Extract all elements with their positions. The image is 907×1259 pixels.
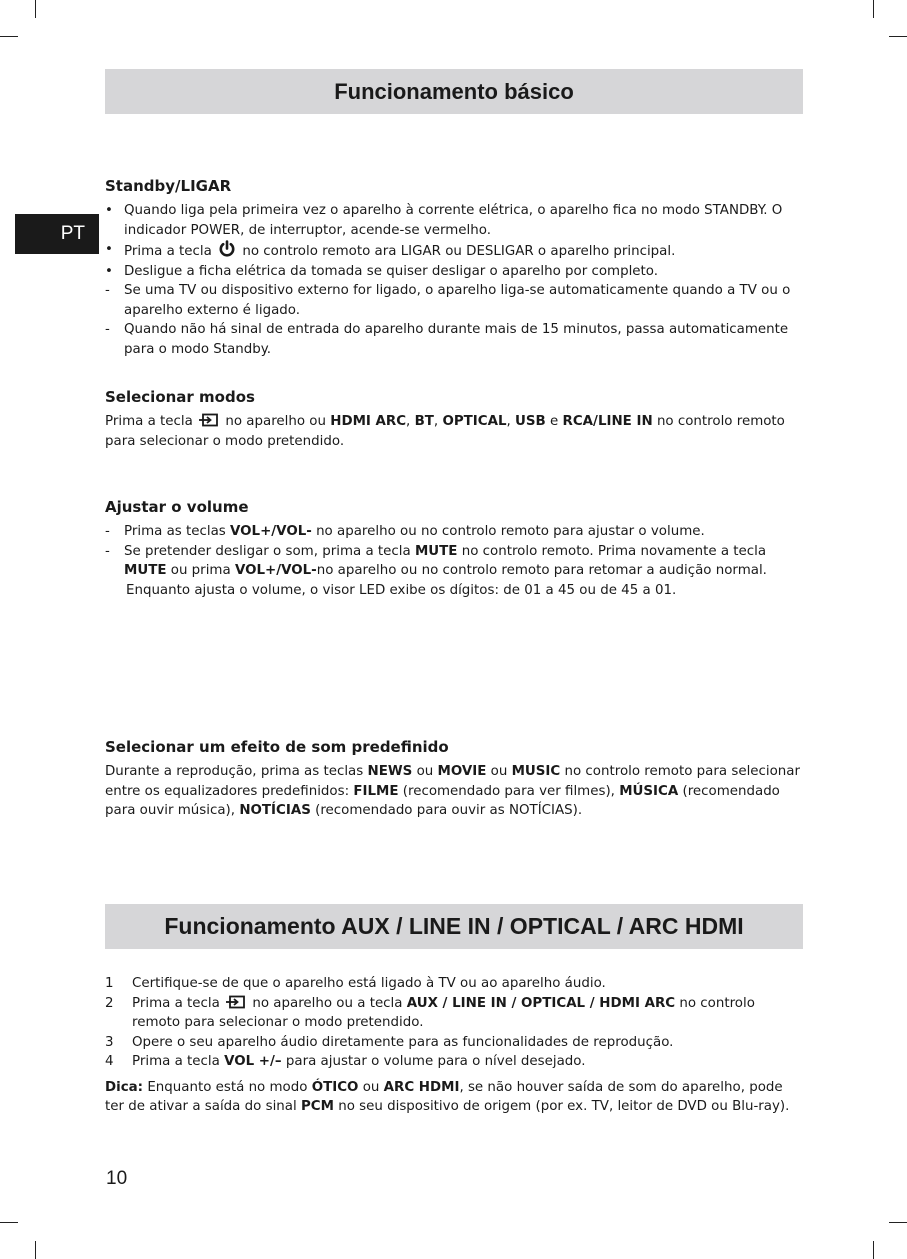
standby-section [105,176,805,359]
input-source-icon [199,413,219,428]
sound-section [105,737,805,821]
sound-paragraph: Durante a reprodução, prima as teclas NEWS ou MOVIE ou MUSIC no controlo remoto para selecionar entre os equalizadores predefinidos: FILME (recomendado para ver filmes), MÚSICA (recomendado para ouvir música), NOTÍCIAS (recomendado para ouvir as NOTÍCIAS). [105,764,801,818]
list-item: • Quando liga pela primeira vez o aparelho à corrente elétrica, o aparelho fica no modo STANDBY. O indicador POWER, de interruptor, acende-se vermelho. [105,203,783,238]
crop-mark [889,36,907,37]
input-source-icon [226,995,246,1010]
aux-section-title-text: Funcionamento AUX / LINE IN / OPTICAL / ARC HDMI [164,913,744,939]
crop-mark [873,1241,874,1259]
page-title [105,69,803,114]
crop-mark [889,1222,907,1223]
section-heading: Selecionar modos [105,388,255,406]
list-item: • Desligue a ficha elétrica da tomada se quiser desligar o aparelho por completo. [105,263,658,279]
modes-paragraph: Prima a tecla no aparelho ou HDMI ARC, BT, OPTICAL, USB e RCA/LINE IN no controlo remoto para selecionar o modo pretendido. [105,414,785,449]
step-item: 3 Opere o seu aparelho áudio diretamente para as funcionalidades de reprodução. [105,1034,674,1050]
crop-mark [0,36,18,37]
list-item: • Prima a tecla no controlo remoto ara LIGAR ou DESLIGAR o aparelho principal. [105,242,676,259]
step-item: 2 Prima a tecla no aparelho ou a tecla AUX / LINE IN / OPTICAL / HDMI ARC no controlo remoto para selecionar o modo pretendido. [105,995,755,1030]
volume-section [105,497,805,600]
list-item: - Quando não há sinal de entrada do aparelho durante mais de 15 minutos, passa automaticamente para o modo Standby. [105,322,789,357]
aux-section [105,974,805,1117]
modes-section [105,387,805,451]
crop-mark [873,0,874,18]
crop-mark [0,1222,18,1223]
list-item: - Prima as teclas VOL+/VOL- no aparelho ou no controlo remoto para ajustar o volume. [105,524,705,539]
aux-steps [105,974,805,1072]
page-number: 10 [106,1168,128,1189]
section-heading: Selecionar um efeito de som predefinido [105,738,449,756]
volume-list [105,522,805,600]
section-heading: Ajustar o volume [105,498,249,516]
page-title-text: Funcionamento básico [334,78,574,104]
aux-section-title [105,904,803,949]
crop-mark [35,0,36,18]
crop-mark [35,1241,36,1259]
language-tab [15,214,99,254]
power-icon [218,240,236,258]
language-code: PT [60,223,85,244]
list-item: - Se uma TV ou dispositivo externo for ligado, o aparelho liga-se automaticamente quando a TV ou o aparelho externo é ligado. [105,283,791,318]
step-item: 1 Certifique-se de que o aparelho está ligado à TV ou ao aparelho áudio. [105,976,606,991]
section-heading: Standby/LIGAR [105,177,232,195]
step-item: 4 Prima a tecla VOL +/– para ajustar o volume para o nível desejado. [105,1054,586,1069]
standby-list [105,201,805,359]
tip-paragraph: Dica: Enquanto está no modo ÓTICO ou ARC HDMI, se não houver saída de som do aparelho, pode ter de ativar a saída do sinal PCM no seu dispositivo de origem (por ex. TV, leitor de DVD ou Blu-ray). [105,1079,790,1114]
list-item: - Se pretender desligar o som, prima a tecla MUTE no controlo remoto. Prima novamente a tecla MUTE ou prima VOL+/VOL-no aparelho ou no controlo remoto para retomar a audição normal. Enquanto ajusta o volume, o visor LED exibe os dígitos: de 01 a 45 ou de 45 a 01. [105,543,767,598]
